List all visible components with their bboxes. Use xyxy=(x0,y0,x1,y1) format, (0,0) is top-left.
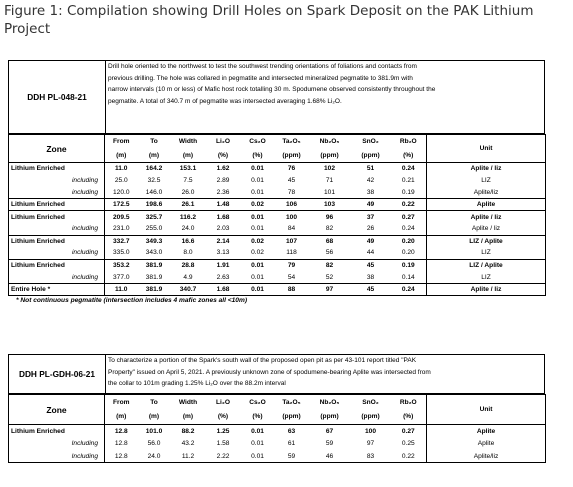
li2o-cell: 2.63 xyxy=(216,273,230,281)
rb2o-cell: 0.22 xyxy=(401,452,415,460)
rb2o-unit-label: (%) xyxy=(403,151,414,159)
hole-header xyxy=(8,60,545,134)
from-cell: 209.5 xyxy=(112,213,130,221)
width-cell: 16.6 xyxy=(181,237,195,245)
cs2o-cell: 0.01 xyxy=(251,262,264,270)
nb2o5-cell: 101 xyxy=(323,188,335,196)
zone-column-header: Zone xyxy=(9,135,105,163)
li2o-cell: 1.68 xyxy=(216,213,230,221)
table-row xyxy=(9,283,546,295)
from-cell: 231.0 xyxy=(112,225,130,233)
width-cell: 26.0 xyxy=(181,188,195,196)
table-header xyxy=(9,135,546,163)
zone-cell: Lithium Enriched xyxy=(9,199,105,211)
ta2o5-cell: 118 xyxy=(286,249,297,257)
table-row xyxy=(9,223,546,235)
to-cell: 146.0 xyxy=(145,188,163,196)
ta2o5-cell: 54 xyxy=(287,273,296,281)
cs2o-cell: 0.02 xyxy=(251,249,264,257)
sno2-cell: 26 xyxy=(366,225,375,233)
hole-header xyxy=(8,354,545,394)
width-cell: 7.5 xyxy=(183,177,193,185)
li2o-cell: 3.13 xyxy=(216,249,230,257)
ta2o5-cell: 78 xyxy=(287,188,296,196)
sno2-cell: 100 xyxy=(364,427,376,435)
cs2o-cell: 0.02 xyxy=(251,237,264,245)
zone-cell: Lithium Enriched xyxy=(9,163,105,175)
nb2o5-cell: 96 xyxy=(325,213,334,221)
width-cell: 28.8 xyxy=(181,262,195,270)
zone-cell: Lithium Enriched xyxy=(9,211,105,223)
unit-cell: Aplite / liz xyxy=(427,163,546,175)
to-cell: 164.2 xyxy=(145,165,163,173)
zone-cell: Lithium Enriched xyxy=(9,235,105,247)
sno2-cell: 83 xyxy=(366,452,375,460)
rb2o-cell: 0.24 xyxy=(401,165,415,173)
cs2o-cell: 0.01 xyxy=(251,165,264,173)
to-column-header: To xyxy=(150,398,158,406)
rb2o-unit-label: (%) xyxy=(403,413,414,421)
li2o-cell: 1.58 xyxy=(216,440,230,448)
cs2o-cell: 0.01 xyxy=(251,285,264,293)
rb2o-cell: 0.24 xyxy=(401,285,415,293)
width-cell: 43.2 xyxy=(181,440,195,448)
from-unit-label: (m) xyxy=(116,413,127,421)
zone-cell: including xyxy=(9,247,105,259)
cs2o-cell: 0.01 xyxy=(251,225,264,233)
to-cell: 325.7 xyxy=(145,213,163,221)
rb2o-cell: 0.24 xyxy=(401,225,415,233)
unit-cell: LIZ xyxy=(427,247,546,259)
li2o-column-header: Li₂O xyxy=(216,138,230,146)
rb2o-cell: 0.25 xyxy=(401,440,415,448)
ta2o5-unit-label: (ppm) xyxy=(282,413,301,421)
ta2o5-cell: 88 xyxy=(287,285,296,293)
cs2o-cell: 0.01 xyxy=(251,213,264,221)
unit-cell: Aplite/liz xyxy=(427,450,546,463)
from-cell: 332.7 xyxy=(112,237,130,245)
sno2-cell: 45 xyxy=(366,285,375,293)
cs2o-cell: 0.01 xyxy=(251,427,264,435)
zone-cell: Including xyxy=(9,450,105,463)
width-cell: 26.1 xyxy=(181,201,195,209)
li2o-cell: 1.48 xyxy=(216,201,230,209)
to-cell: 381.9 xyxy=(145,273,163,281)
ta2o5-cell: 63 xyxy=(287,427,296,435)
to-cell: 24.0 xyxy=(147,452,161,460)
zone-cell: including xyxy=(9,223,105,235)
zone-cell: including xyxy=(9,175,105,187)
li2o-cell: 1.68 xyxy=(216,285,230,293)
table-header xyxy=(9,395,546,425)
ta2o5-cell: 45 xyxy=(287,177,296,185)
li2o-column-header: Li₂O xyxy=(216,398,230,406)
sno2-column-header: SnO₂ xyxy=(362,398,379,406)
from-cell: 335.0 xyxy=(112,249,130,257)
li2o-cell: 2.89 xyxy=(216,177,230,185)
nb2o5-unit-label: (ppm) xyxy=(320,413,339,421)
description-line: pegmatite. A total of 340.7 m of pegmatite was intersected averaging 1.68% Li₂O. xyxy=(108,97,342,105)
drill-hole-block xyxy=(8,354,545,463)
width-cell: 11.2 xyxy=(181,452,195,460)
unit-cell: Aplite / liz xyxy=(427,283,546,295)
sno2-cell: 49 xyxy=(366,237,375,245)
table-row xyxy=(9,199,546,211)
width-column-header: Width xyxy=(178,398,198,406)
nb2o5-cell: 103 xyxy=(323,201,335,209)
table-row xyxy=(9,211,546,223)
width-cell: 8.0 xyxy=(183,249,193,257)
header-row xyxy=(9,395,546,410)
table-row xyxy=(9,247,546,259)
nb2o5-cell: 82 xyxy=(325,225,334,233)
width-unit-label: (m) xyxy=(182,413,194,421)
ta2o5-cell: 100 xyxy=(285,213,297,221)
width-unit-label: (m) xyxy=(182,151,194,159)
sno2-unit-label: (ppm) xyxy=(361,151,380,159)
cs2o-column-header: Cs₂O xyxy=(249,398,266,406)
unit-column-header: Unit xyxy=(427,395,546,425)
zone-cell: Lithium Enriched xyxy=(9,425,105,438)
cs2o-cell: 0.01 xyxy=(251,188,264,196)
width-cell: 340.7 xyxy=(179,285,197,293)
from-cell: 11.0 xyxy=(115,285,128,293)
unit-column-header: Unit xyxy=(427,135,546,163)
rb2o-cell: 0.21 xyxy=(401,177,415,185)
zone-cell: Entire Hole * xyxy=(9,283,105,295)
sno2-column-header: SnO₂ xyxy=(362,138,379,146)
assay-table xyxy=(8,134,546,296)
cs2o-cell: 0.01 xyxy=(251,452,264,460)
ta2o5-column-header: Ta₂O₅ xyxy=(282,138,301,146)
to-cell: 349.3 xyxy=(145,237,163,245)
zone-cell: including xyxy=(9,271,105,283)
table-body xyxy=(9,163,546,296)
table-row xyxy=(9,450,546,463)
cs2o-unit-label: (%) xyxy=(252,413,263,421)
to-cell: 343.0 xyxy=(145,249,163,257)
unit-cell: Aplite/liz xyxy=(427,187,546,199)
drill-hole-block xyxy=(8,60,545,306)
ta2o5-cell: 61 xyxy=(287,440,296,448)
li2o-cell: 2.36 xyxy=(216,188,230,196)
from-cell: 120.0 xyxy=(112,188,130,196)
table-body xyxy=(9,425,546,463)
rb2o-cell: 0.27 xyxy=(401,427,415,435)
rb2o-cell: 0.19 xyxy=(401,262,415,270)
table-row xyxy=(9,425,546,438)
nb2o5-cell: 71 xyxy=(325,177,334,185)
width-cell: 4.9 xyxy=(183,273,193,281)
sno2-cell: 45 xyxy=(366,262,375,270)
ta2o5-column-header: Ta₂O₅ xyxy=(282,398,301,406)
rb2o-cell: 0.14 xyxy=(401,273,415,281)
width-cell: 88.2 xyxy=(181,427,195,435)
rb2o-cell: 0.19 xyxy=(401,188,415,196)
unit-cell: Aplite xyxy=(427,425,546,438)
sno2-cell: 38 xyxy=(366,188,375,196)
rb2o-cell: 0.27 xyxy=(401,213,415,221)
li2o-cell: 2.03 xyxy=(216,225,230,233)
unit-cell: LIZ xyxy=(427,175,546,187)
hole-id: DDH PL-GDH-06-21 xyxy=(9,355,106,393)
nb2o5-cell: 82 xyxy=(325,262,334,270)
li2o-cell: 1.25 xyxy=(216,427,230,435)
to-cell: 101.0 xyxy=(145,427,163,435)
description-line: To characterize a portion of the Spark's south wall of the proposed open pit as per 43-101 report titled "PAK xyxy=(108,357,417,364)
from-column-header: From xyxy=(113,138,130,146)
nb2o5-cell: 68 xyxy=(325,237,334,245)
rb2o-cell: 0.22 xyxy=(401,201,415,209)
unit-cell: Aplite xyxy=(427,199,546,211)
nb2o5-cell: 67 xyxy=(325,427,334,435)
table-row xyxy=(9,175,546,187)
zone-cell: Including xyxy=(9,437,105,450)
table-row xyxy=(9,259,546,271)
rb2o-column-header: Rb₂O xyxy=(399,398,417,406)
header-row xyxy=(9,135,546,149)
to-unit-label: (m) xyxy=(148,151,160,159)
width-column-header: Width xyxy=(178,138,198,146)
ta2o5-unit-label: (ppm) xyxy=(282,151,301,159)
sno2-cell: 38 xyxy=(366,273,375,281)
cs2o-cell: 0.02 xyxy=(251,201,264,209)
from-cell: 12.8 xyxy=(114,440,128,448)
from-cell: 25.0 xyxy=(114,177,128,185)
unit-cell: Aplite xyxy=(427,437,546,450)
from-cell: 377.0 xyxy=(112,273,130,281)
ta2o5-cell: 59 xyxy=(287,452,296,460)
to-cell: 255.0 xyxy=(145,225,163,233)
to-column-header: To xyxy=(150,138,158,146)
from-column-header: From xyxy=(113,398,130,406)
description-line: narrow intervals (10 m or less) of Mafic host rock totalling 30 m. Spodumene observed consistently throughout the xyxy=(108,86,436,94)
unit-cell: LIZ / Aplite xyxy=(427,259,546,271)
rb2o-column-header: Rb₂O xyxy=(399,138,417,146)
cs2o-column-header: Cs₂O xyxy=(249,138,266,146)
hole-description xyxy=(106,61,544,133)
li2o-cell: 2.22 xyxy=(216,452,230,460)
cs2o-cell: 0.01 xyxy=(251,273,264,281)
zone-cell: Lithium Enriched xyxy=(9,259,105,271)
cs2o-unit-label: (%) xyxy=(252,151,263,159)
sno2-cell: 49 xyxy=(366,201,375,209)
from-cell: 12.8 xyxy=(114,427,128,435)
unit-cell: LIZ xyxy=(427,271,546,283)
unit-cell: LIZ / Aplite xyxy=(427,235,546,247)
rb2o-cell: 0.20 xyxy=(401,249,415,257)
nb2o5-column-header: Nb₂O₅ xyxy=(319,398,340,406)
table-row xyxy=(9,163,546,175)
nb2o5-cell: 102 xyxy=(323,165,335,173)
nb2o5-cell: 59 xyxy=(325,440,334,448)
width-cell: 24.0 xyxy=(181,225,195,233)
table-row xyxy=(9,271,546,283)
table-row xyxy=(9,235,546,247)
unit-cell: Aplite / liz xyxy=(427,223,546,235)
rb2o-cell: 0.20 xyxy=(401,237,415,245)
to-cell: 381.9 xyxy=(145,262,163,270)
sno2-cell: 37 xyxy=(366,213,375,221)
width-cell: 116.2 xyxy=(179,213,197,221)
cs2o-cell: 0.01 xyxy=(251,177,264,185)
from-cell: 172.5 xyxy=(112,201,130,209)
li2o-unit-label: (%) xyxy=(217,151,229,159)
from-unit-label: (m) xyxy=(116,151,127,159)
li2o-cell: 2.14 xyxy=(216,237,230,245)
to-cell: 198.6 xyxy=(145,201,163,209)
to-cell: 56.0 xyxy=(147,440,161,448)
sno2-cell: 97 xyxy=(366,440,375,448)
sno2-cell: 51 xyxy=(366,165,375,173)
zone-cell: including xyxy=(9,187,105,199)
li2o-cell: 1.91 xyxy=(216,262,230,270)
unit-cell: Aplite / liz xyxy=(427,211,546,223)
nb2o5-cell: 56 xyxy=(325,249,334,257)
zone-column-header: Zone xyxy=(9,395,105,425)
table-row xyxy=(9,437,546,450)
figure-title: Figure 1: Compilation showing Drill Holes on Spark Deposit on the PAK Lithium Project xyxy=(4,3,534,37)
nb2o5-cell: 97 xyxy=(325,285,334,293)
ta2o5-cell: 84 xyxy=(287,225,296,233)
ta2o5-cell: 79 xyxy=(287,262,296,270)
ta2o5-cell: 76 xyxy=(287,165,296,173)
sno2-cell: 44 xyxy=(366,249,375,257)
nb2o5-cell: 46 xyxy=(325,452,334,460)
from-cell: 353.2 xyxy=(112,262,130,270)
footnote: * Not continuous pegmatite (intersection includes 4 mafic zones all <10m) xyxy=(16,297,248,305)
to-cell: 32.5 xyxy=(147,177,161,185)
nb2o5-column-header: Nb₂O₅ xyxy=(319,138,340,146)
li2o-unit-label: (%) xyxy=(217,413,229,421)
nb2o5-cell: 52 xyxy=(325,273,334,281)
assay-table xyxy=(8,394,546,463)
from-cell: 11.0 xyxy=(115,165,128,173)
hole-id: DDH PL-048-21 xyxy=(9,61,106,133)
ta2o5-cell: 106 xyxy=(285,201,297,209)
li2o-cell: 1.62 xyxy=(216,165,230,173)
sno2-unit-label: (ppm) xyxy=(361,413,380,421)
to-cell: 381.9 xyxy=(145,285,163,293)
width-cell: 153.1 xyxy=(179,165,197,173)
hole-description xyxy=(106,355,544,393)
from-cell: 12.8 xyxy=(114,452,128,460)
description-line: Property" issued on April 5, 2021. A previously unknown zone of spodumene-bearing Aplite was intersected from xyxy=(108,368,431,376)
nb2o5-unit-label: (ppm) xyxy=(320,151,339,159)
cs2o-cell: 0.01 xyxy=(251,440,264,448)
sno2-cell: 42 xyxy=(366,177,375,185)
description-line: Drill hole oriented to the northwest to test the southwest trending orientations of foliations and contacts from xyxy=(108,63,417,70)
description-line: previous drilling. The hole was collared in pegmatite and intersected mineralized pegmatite to 381.9m with xyxy=(108,74,413,82)
to-unit-label: (m) xyxy=(148,413,160,421)
table-row xyxy=(9,187,546,199)
ta2o5-cell: 107 xyxy=(285,237,297,245)
description-line: the collar to 101m grading 1.25% Li₂O over the 88.2m interval xyxy=(108,380,286,388)
